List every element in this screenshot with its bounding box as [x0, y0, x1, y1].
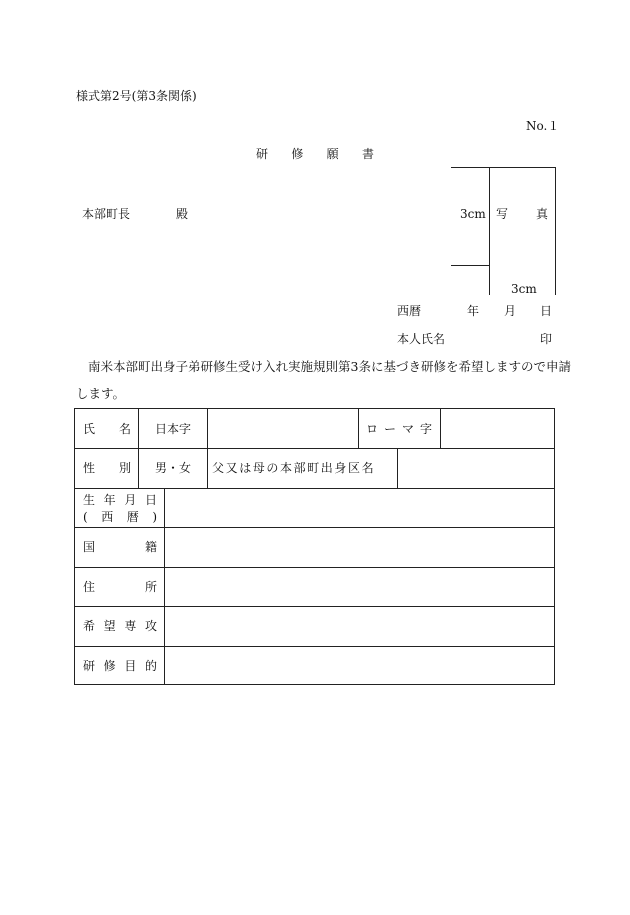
address-field[interactable]: [171, 573, 548, 601]
row-divider: [75, 527, 554, 528]
training-purpose-field[interactable]: [171, 652, 548, 680]
col-divider: [207, 409, 208, 448]
date-day-label: 日: [540, 304, 553, 318]
statement-line-2: します。: [76, 386, 126, 401]
label-char: 専: [124, 619, 137, 633]
label-char: 目: [124, 659, 137, 673]
application-form-table: [74, 408, 555, 685]
label-char: 住: [83, 580, 96, 594]
label-char: 望: [103, 619, 116, 633]
romaji-label: [366, 423, 432, 435]
row-divider: [75, 646, 554, 647]
label-char: 生: [83, 493, 96, 507]
col-divider: [207, 448, 208, 488]
col-divider: [164, 488, 165, 684]
title-char: 書: [361, 147, 374, 161]
photo-box-right-edge: [555, 167, 556, 295]
date-year-label: 年: [467, 304, 480, 318]
title-char: 修: [291, 147, 304, 161]
form-label: 様式第2号(第3条関係): [76, 89, 197, 103]
row-divider: [75, 448, 554, 449]
desired-major-field[interactable]: [171, 612, 548, 640]
photo-height-label: 3cm: [460, 207, 486, 221]
label-char: 国: [83, 540, 96, 554]
row-divider: [75, 567, 554, 568]
label-char: 別: [118, 461, 131, 475]
date-month-label: 月: [504, 304, 517, 318]
nationality-field[interactable]: [171, 533, 548, 561]
document-title: [256, 148, 374, 160]
photo-box-top-tick: [451, 167, 489, 168]
romaji-name-field[interactable]: [446, 415, 548, 443]
label-char: ): [152, 510, 157, 524]
photo-char: 写: [496, 207, 509, 221]
parent-origin-field[interactable]: [403, 454, 548, 482]
parent-origin-label: 父又は母の本部町出身区名: [212, 461, 376, 475]
training-purpose-label: [83, 660, 157, 672]
date-era-label: 西暦: [397, 304, 422, 318]
sex-options[interactable]: 男・女: [155, 461, 192, 475]
label-char: 攻: [144, 619, 157, 633]
label-char: 性: [83, 461, 96, 475]
label-char: 研: [83, 659, 96, 673]
col-divider: [138, 409, 139, 448]
signature-label: 本人氏名: [397, 332, 446, 346]
label-char: 月: [124, 493, 137, 507]
sex-label: [83, 462, 131, 474]
photo-box-top-edge: [489, 167, 555, 168]
birth-date-field[interactable]: [171, 494, 548, 522]
form-number: No.１: [526, 119, 560, 133]
label-char: 年: [103, 493, 116, 507]
birth-date-era-label: [83, 511, 157, 523]
photo-width-label: 3cm: [511, 282, 537, 296]
birth-date-label: [83, 494, 157, 506]
photo-box-left-edge: [489, 167, 490, 295]
row-divider: [75, 488, 554, 489]
title-char: 願: [326, 147, 339, 161]
addressee-honorific: 殿: [176, 207, 189, 221]
label-char: マ: [401, 422, 414, 436]
label-char: 籍: [144, 540, 157, 554]
desired-major-label: [83, 620, 157, 632]
name-label: [83, 423, 131, 435]
japanese-name-label: 日本字: [155, 422, 192, 436]
address-label: [83, 581, 157, 593]
photo-box-bottom-tick: [451, 265, 489, 266]
statement-line-1: 南米本部町出身子弟研修生受け入れ実施規則第3条に基づき研修を希望しますので申請: [88, 359, 571, 374]
label-char: 氏: [83, 422, 96, 436]
label-char: 名: [118, 422, 131, 436]
seal-mark: 印: [540, 332, 553, 346]
label-char: (: [83, 510, 88, 524]
label-char: 字: [419, 422, 432, 436]
photo-label: [496, 208, 548, 220]
col-divider: [397, 448, 398, 488]
label-char: 所: [144, 580, 157, 594]
col-divider: [138, 448, 139, 488]
nationality-label: [83, 541, 157, 553]
row-divider: [75, 606, 554, 607]
photo-char: 真: [535, 207, 548, 221]
label-char: 希: [83, 619, 96, 633]
label-char: 日: [144, 493, 157, 507]
col-divider: [358, 409, 359, 448]
addressee-name: 本部町長: [82, 207, 131, 221]
label-char: 的: [144, 659, 157, 673]
title-char: 研: [256, 147, 269, 161]
label-char: ロ: [366, 422, 379, 436]
col-divider: [440, 409, 441, 448]
label-char: ー: [383, 422, 396, 436]
label-char: 西: [101, 510, 114, 524]
label-char: 暦: [126, 510, 139, 524]
japanese-name-field[interactable]: [214, 415, 352, 443]
label-char: 修: [103, 659, 116, 673]
